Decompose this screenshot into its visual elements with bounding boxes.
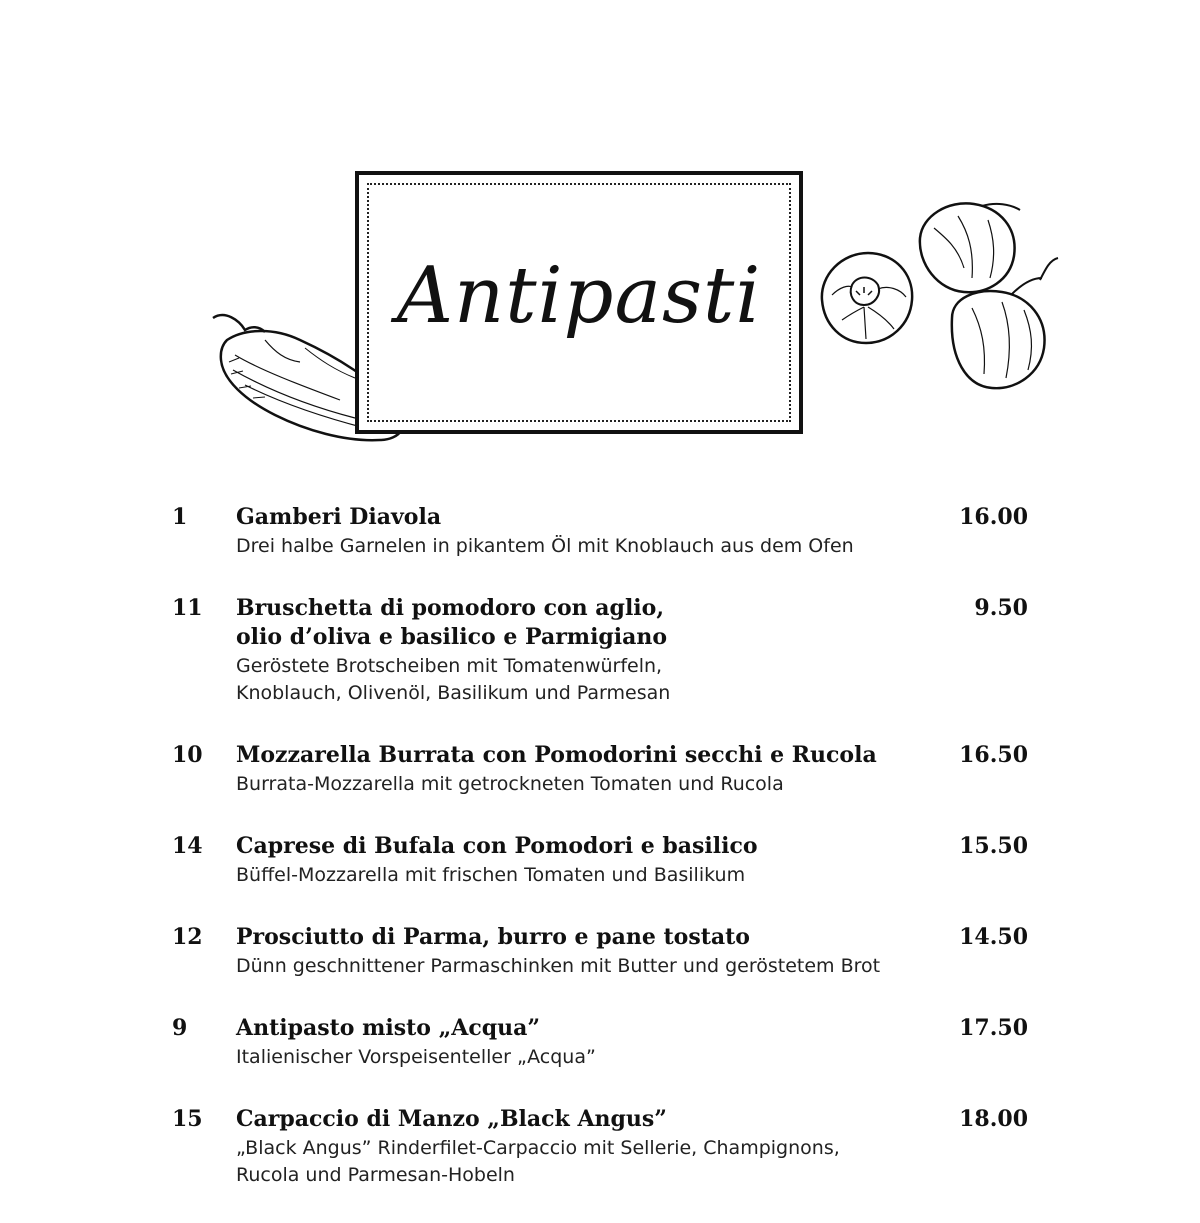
item-price: 17.50	[959, 1015, 1028, 1041]
item-price: 15.50	[959, 833, 1028, 859]
item-name: Carpaccio di Manzo „Black Angus”	[236, 1106, 667, 1132]
antipasti-menu-list	[172, 503, 1032, 1223]
item-number: 9	[172, 1015, 188, 1041]
item-price: 18.00	[959, 1106, 1028, 1132]
menu-item	[172, 923, 1032, 980]
item-name: Prosciutto di Parma, burro e pane tostato	[236, 924, 750, 950]
item-description: Dünn geschnittener Parmaschinken mit Butter und geröstetem Brot	[236, 955, 881, 977]
item-description: Burrata-Mozzarella mit getrockneten Tomaten und Rucola	[236, 773, 784, 795]
item-number: 1	[172, 504, 188, 530]
item-description: Drei halbe Garnelen in pikantem Öl mit Knoblauch aus dem Ofen	[236, 535, 854, 557]
item-number: 10	[172, 742, 203, 768]
item-price: 14.50	[959, 924, 1028, 950]
item-price: 16.50	[959, 742, 1028, 768]
menu-item	[172, 594, 1032, 707]
item-description: Italienischer Vorspeisenteller „Acqua”	[236, 1046, 596, 1068]
page-title: Antipasti	[396, 250, 762, 341]
garlic-bulbs-illustration	[912, 198, 1067, 398]
menu-item	[172, 741, 1032, 798]
item-description: Büffel-Mozzarella mit frischen Tomaten und Basilikum	[236, 864, 746, 886]
item-description: „Black Angus” Rinderfilet-Carpaccio mit Sellerie, Champignons, Rucola und Parmesan-Hobeln	[236, 1137, 840, 1186]
title-frame	[355, 171, 803, 434]
menu-item	[172, 1014, 1032, 1071]
item-description: Geröstete Brotscheiben mit Tomatenwürfeln, Knoblauch, Olivenöl, Basilikum und Parmesan	[236, 655, 671, 704]
item-number: 14	[172, 833, 203, 859]
item-price: 16.00	[959, 504, 1028, 530]
menu-header	[0, 0, 1200, 470]
item-name: Caprese di Bufala con Pomodori e basilico	[236, 833, 758, 859]
item-name: Mozzarella Burrata con Pomodorini secchi e Rucola	[236, 742, 877, 768]
item-number: 15	[172, 1106, 203, 1132]
garlic-bulb-illustration	[812, 245, 920, 350]
item-name: Gamberi Diavola	[236, 504, 442, 530]
item-name: Bruschetta di pomodoro con aglio, olio d’oliva e basilico e Parmigiano	[236, 595, 668, 650]
menu-item	[172, 832, 1032, 889]
item-price: 9.50	[974, 595, 1028, 621]
item-name: Antipasto misto „Acqua”	[236, 1015, 541, 1041]
item-number: 11	[172, 595, 203, 621]
item-number: 12	[172, 924, 203, 950]
menu-item	[172, 1105, 1032, 1189]
menu-item	[172, 503, 1032, 560]
